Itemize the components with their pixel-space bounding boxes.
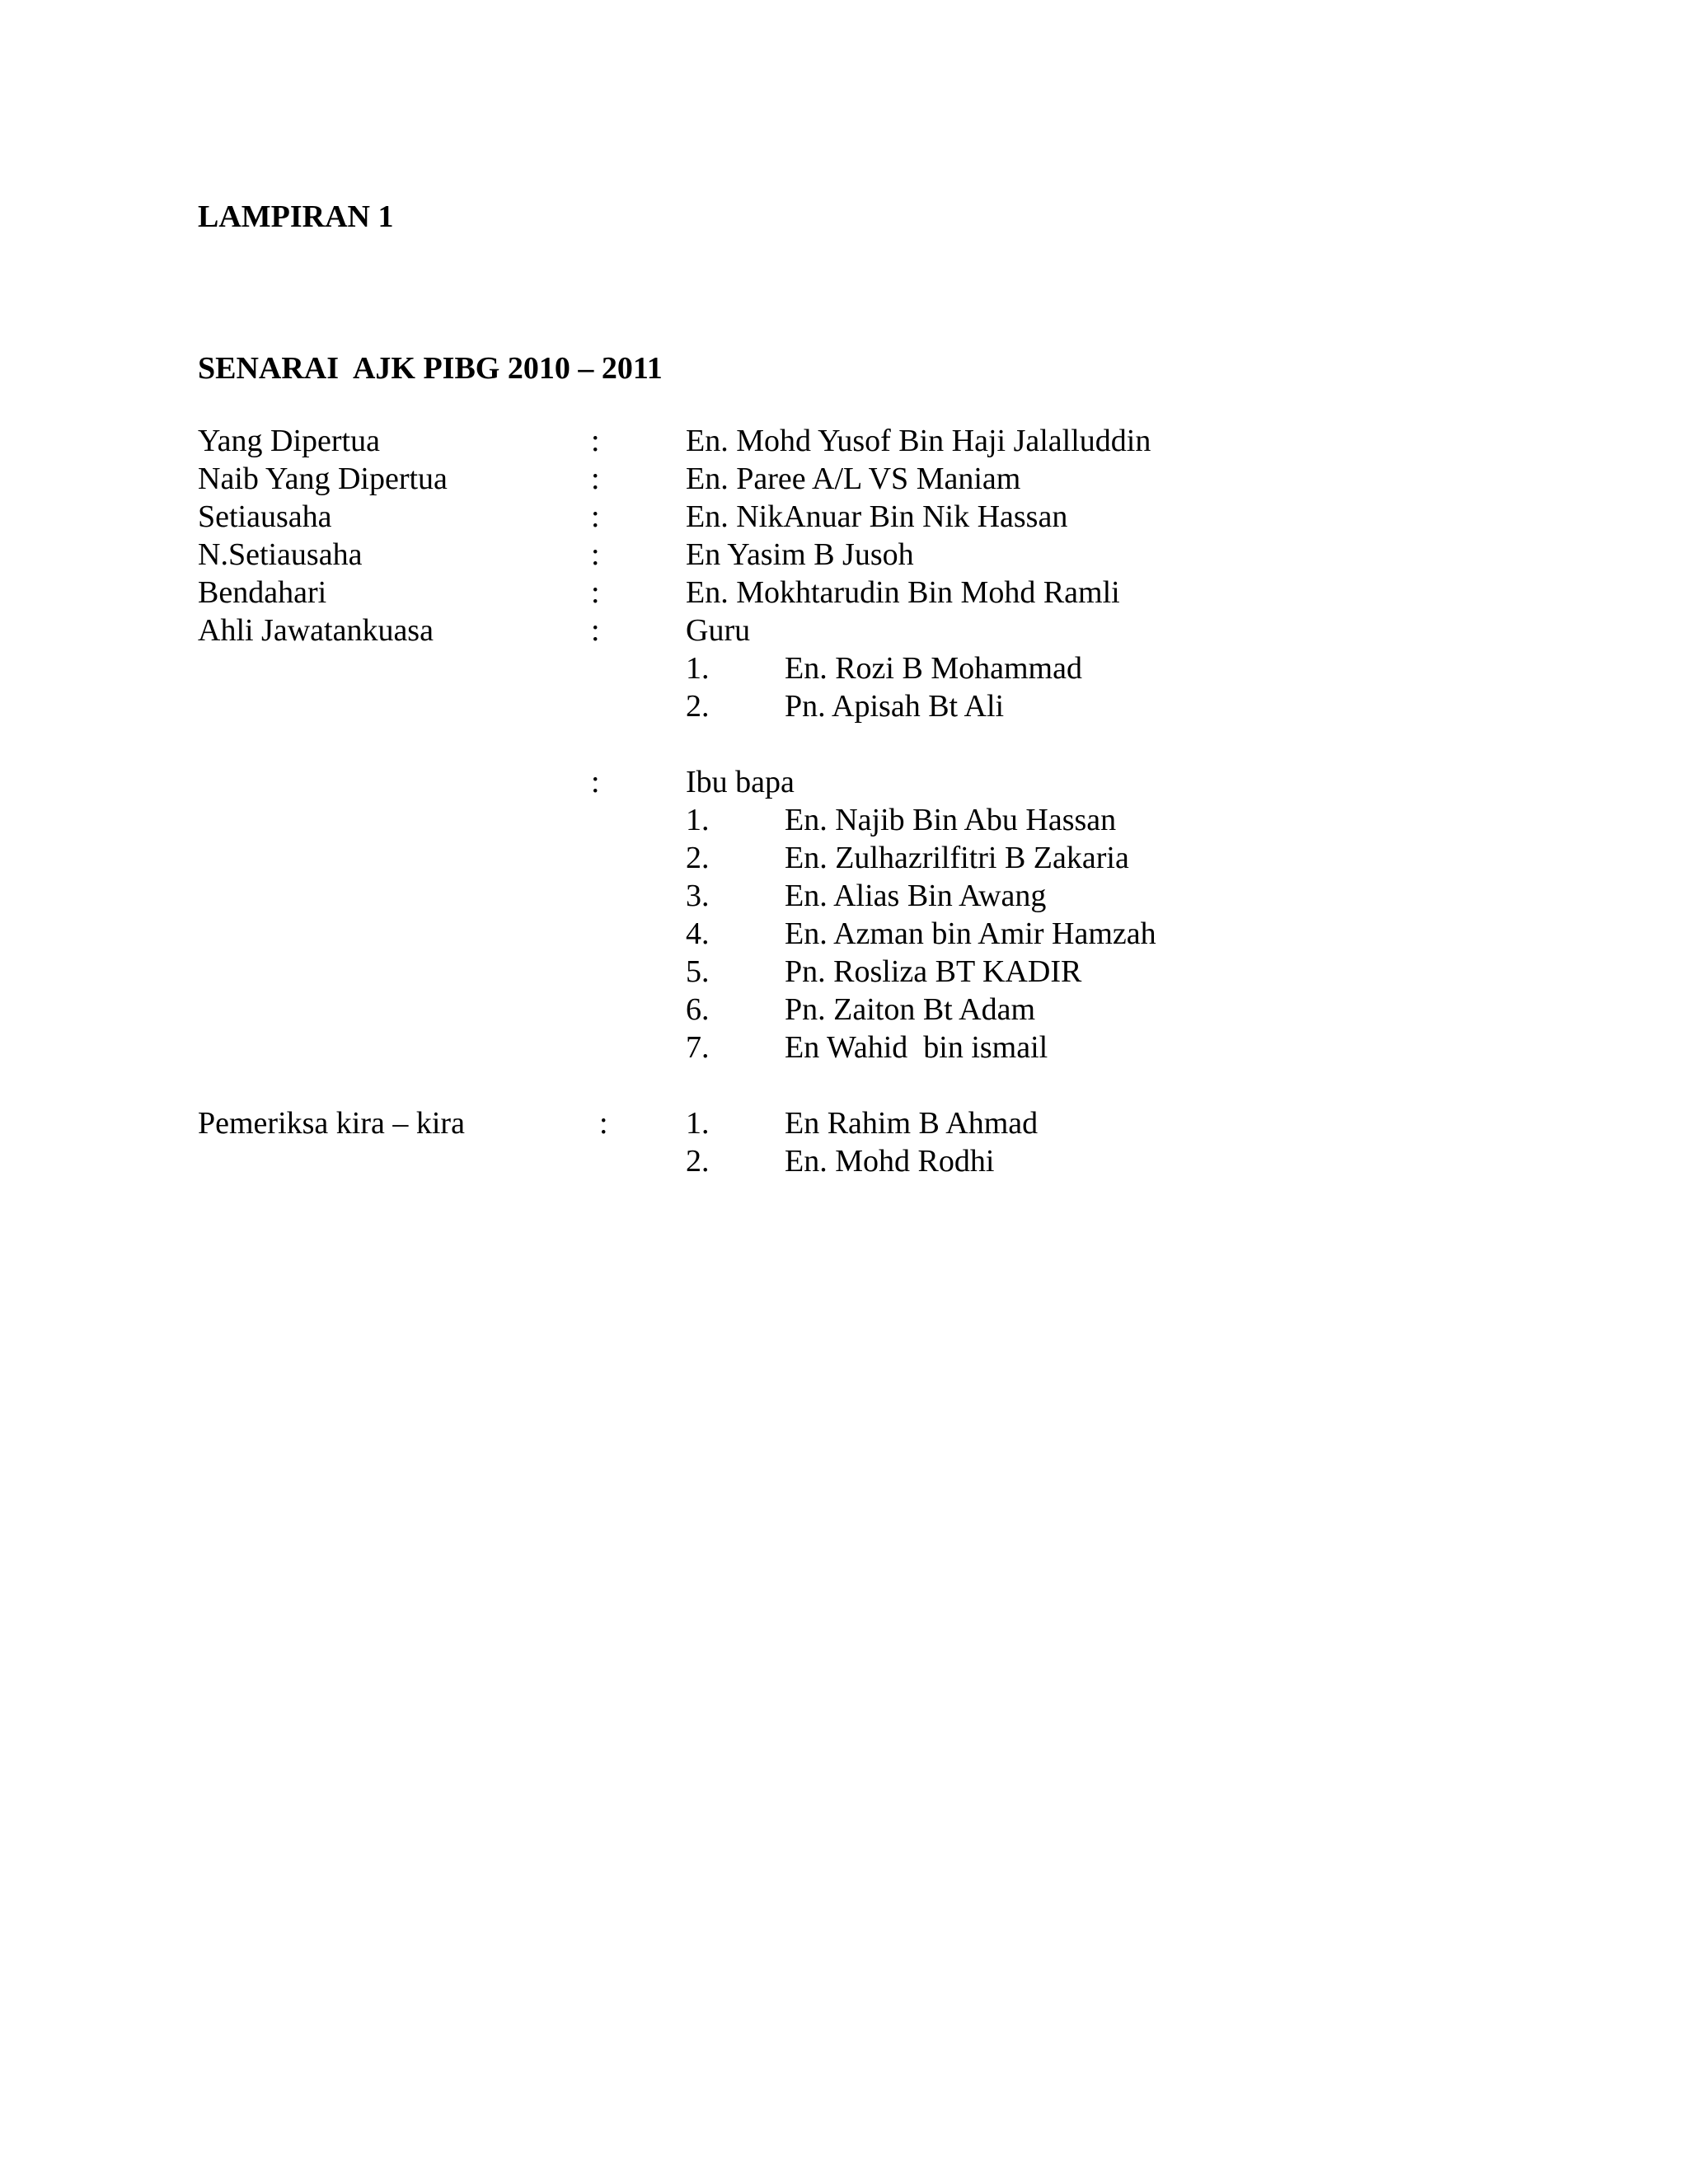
position-holder: En. Paree A/L VS Maniam bbox=[686, 462, 1021, 496]
list-item bbox=[0, 953, 1688, 991]
member-name: En. Najib Bin Abu Hassan bbox=[785, 803, 1117, 837]
member-name: En. Zulhazrilfitri B Zakaria bbox=[785, 841, 1129, 875]
list-item bbox=[0, 687, 1688, 725]
position-row bbox=[0, 422, 1688, 460]
separator-colon: : bbox=[591, 424, 600, 458]
list-number: 3. bbox=[686, 879, 710, 913]
member-name: En. Alias Bin Awang bbox=[785, 879, 1047, 913]
member-name: Pn. Rosliza BT KADIR bbox=[785, 954, 1082, 989]
separator-colon: : bbox=[591, 765, 600, 799]
position-label: Setiausaha bbox=[198, 499, 332, 534]
list-item bbox=[0, 649, 1688, 687]
position-label: N.Setiausaha bbox=[198, 537, 363, 572]
separator-colon: : bbox=[591, 537, 600, 572]
list-item bbox=[0, 915, 1688, 953]
position-holder: En. Mohd Yusof Bin Haji Jalalluddin bbox=[686, 424, 1151, 458]
position-label: Bendahari bbox=[198, 575, 327, 610]
position-label: Ahli Jawatankuasa bbox=[198, 613, 434, 648]
position-holder: En Yasim B Jusoh bbox=[686, 537, 914, 572]
member-name: En Wahid bin ismail bbox=[785, 1030, 1048, 1065]
position-holder: En. Mokhtarudin Bin Mohd Ramli bbox=[686, 575, 1120, 610]
separator-colon: : bbox=[591, 462, 600, 496]
list-number: 6. bbox=[686, 992, 710, 1027]
position-row bbox=[0, 460, 1688, 498]
list-number: 5. bbox=[686, 954, 710, 989]
list-number: 4. bbox=[686, 916, 710, 951]
position-row bbox=[0, 498, 1688, 536]
list-item bbox=[0, 991, 1688, 1029]
list-item bbox=[0, 1142, 1688, 1180]
position-label: Naib Yang Dipertua bbox=[198, 462, 448, 496]
separator-colon: : bbox=[591, 575, 600, 610]
position-label: Yang Dipertua bbox=[198, 424, 380, 458]
position-holder: En. NikAnuar Bin Nik Hassan bbox=[686, 499, 1068, 534]
member-name: En. Rozi B Mohammad bbox=[785, 651, 1082, 686]
list-number: 2. bbox=[686, 689, 710, 724]
group-label-ibubapa: Ibu bapa bbox=[686, 765, 795, 799]
member-name: En. Azman bin Amir Hamzah bbox=[785, 916, 1156, 951]
separator-colon: : bbox=[591, 613, 600, 648]
position-row bbox=[0, 612, 1688, 649]
member-name: En Rahim B Ahmad bbox=[785, 1106, 1039, 1141]
member-name: Pn. Apisah Bt Ali bbox=[785, 689, 1005, 724]
position-row bbox=[0, 536, 1688, 574]
member-name: Pn. Zaiton Bt Adam bbox=[785, 992, 1035, 1027]
list-item bbox=[0, 801, 1688, 839]
auditor-label: Pemeriksa kira – kira bbox=[198, 1106, 465, 1141]
group-label-guru: Guru bbox=[686, 613, 751, 648]
group-row-ibubapa bbox=[0, 763, 1688, 801]
appendix-title: LAMPIRAN 1 bbox=[198, 199, 394, 234]
list-number: 2. bbox=[686, 1144, 710, 1179]
list-number: 2. bbox=[686, 841, 710, 875]
auditor-row bbox=[0, 1104, 1688, 1142]
list-number: 1. bbox=[686, 1106, 710, 1141]
list-number: 1. bbox=[686, 803, 710, 837]
list-item bbox=[0, 839, 1688, 877]
separator-colon: : bbox=[599, 1106, 608, 1141]
committee-list-title: SENARAI AJK PIBG 2010 – 2011 bbox=[198, 351, 663, 386]
list-item bbox=[0, 1029, 1688, 1066]
list-number: 1. bbox=[686, 651, 710, 686]
separator-colon: : bbox=[591, 499, 600, 534]
member-name: En. Mohd Rodhi bbox=[785, 1144, 995, 1179]
list-item bbox=[0, 877, 1688, 915]
position-row bbox=[0, 574, 1688, 612]
list-number: 7. bbox=[686, 1030, 710, 1065]
